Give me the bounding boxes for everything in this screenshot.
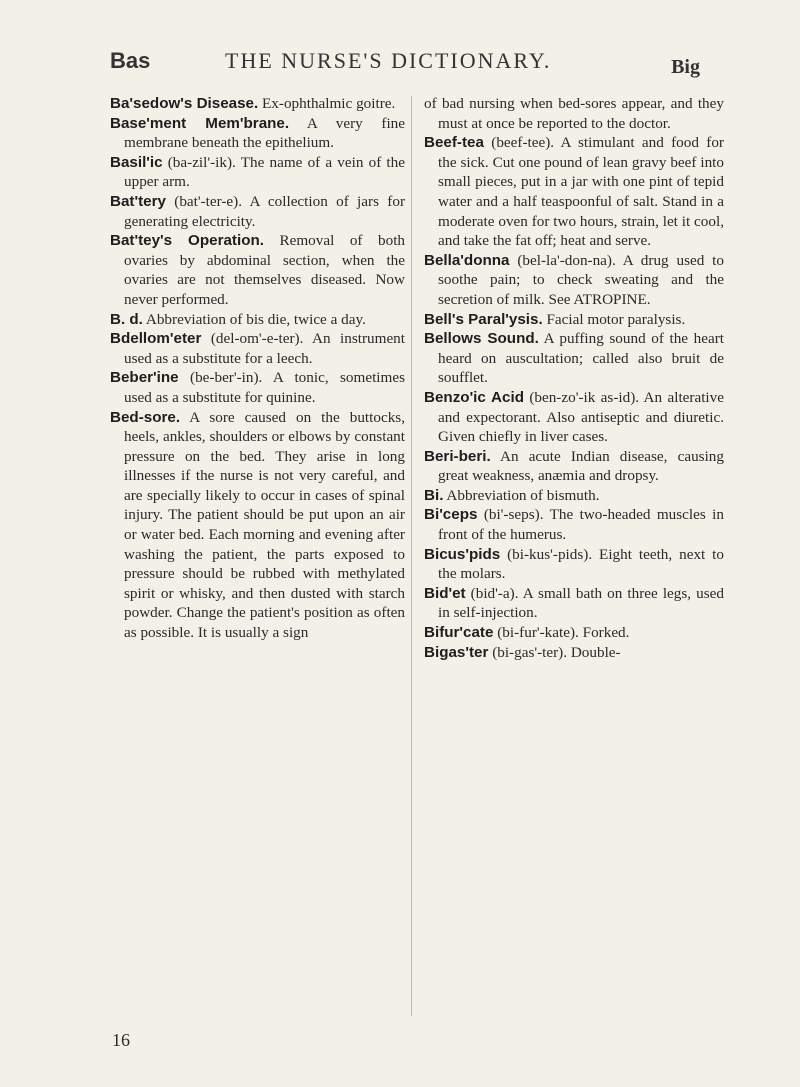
column-divider [411, 96, 412, 1016]
right-column [424, 94, 724, 662]
headword: Bella'donna [424, 251, 510, 269]
definition: (bi-gas'-ter). Double- [488, 643, 621, 661]
definition: (bat'-ter-e). A collection of jars for generating electricity. [124, 192, 405, 230]
dictionary-entry [110, 368, 405, 407]
definition: (del-om'-e-ter). An instrument used as a substitute for a leech. [124, 330, 405, 367]
dictionary-entry [110, 408, 405, 643]
headword: Base'ment Mem'brane. [110, 114, 290, 132]
running-header [110, 48, 700, 88]
dictionary-entry [424, 584, 724, 623]
dictionary-entry [110, 231, 405, 309]
headword: Bifur'cate [424, 624, 494, 642]
dictionary-entry [110, 153, 405, 192]
definition: A very fine membrane beneath the epithelium. [124, 114, 405, 152]
dictionary-entry [424, 643, 724, 663]
definition: (bel-la'-don-na). A drug used to soothe pain; to check sweating and the secretion of milk. See ATROPINE. [438, 251, 724, 308]
definition: Facial motor paralysis. [542, 310, 686, 328]
headword: Benzo'ic Acid [424, 388, 524, 406]
dictionary-entry [110, 94, 405, 114]
headword: Bdellom'eter [110, 330, 202, 348]
headword: Bat'tey's Operation. [110, 232, 264, 250]
definition: (bid'-a). A small bath on three legs, used in self-injection. [438, 584, 724, 622]
header-guide-word-left: Bas [110, 48, 151, 73]
definition: (bi'-seps). The two-headed muscles in front of the humerus. [438, 506, 724, 544]
headword: Bicus'pids [424, 545, 501, 563]
left-column [110, 94, 405, 643]
dictionary-entry [424, 251, 724, 310]
definition: Abbreviation of bis die, twice a day. [142, 310, 366, 328]
definition: (ben-zo'-ik as-id). An alterative and expectorant. Also antiseptic and diuretic. Given chiefly in liver cases. [438, 388, 724, 446]
definition: (ba-zil'-ik). The name of a vein of the upper arm. [124, 153, 405, 191]
dictionary-entry [424, 505, 724, 544]
definition: (be-ber'-in). A tonic, sometimes used as a substitute for quinine. [124, 369, 405, 406]
headword: Bigas'ter [424, 643, 489, 661]
dictionary-entry [110, 329, 405, 368]
dictionary-entry [110, 192, 405, 231]
headword: Bi. [424, 486, 444, 504]
dictionary-entry [424, 329, 724, 388]
headword: Bid'et [424, 584, 466, 602]
definition: of bad nursing when bed-sores appear, and they must at once be reported to the doctor. [424, 95, 724, 132]
definition: An acute Indian disease, causing great weakness, anæmia and dropsy. [438, 447, 724, 485]
headword: Bed-sore. [110, 408, 181, 426]
headword: Basil'ic [110, 153, 163, 171]
headword: Beef-tea [424, 134, 484, 152]
dictionary-entry [110, 114, 405, 153]
headword: Beri-beri. [424, 447, 491, 465]
page-number: 16 [112, 1030, 130, 1050]
dictionary-entry [424, 486, 724, 506]
header-title: THE NURSE'S DICTIONARY. [225, 48, 552, 73]
dictionary-entry [110, 310, 405, 330]
headword: B. d. [110, 310, 143, 328]
dictionary-entry [424, 623, 724, 643]
headword: Bat'tery [110, 192, 166, 210]
definition: A sore caused on the buttocks, heels, ankles, shoulders or elbows by constant pressure on the bed. They arise in long illnesses if the nurse is not very careful, and are specially likely to occur in cases of spinal injury. The patient should be put upon an air or water bed. Each morning and evening after washing the patient, the parts exposed to pressure should be rubbed with methylated spirit or whisky, and then dusted with starch powder. Change the patient's position as often as possible. It is usually a sign [124, 408, 405, 642]
dictionary-entry [424, 545, 724, 584]
definition: A puffing sound of the heart heard on auscultation; called also bruit de soufflet. [438, 330, 724, 387]
definition: (bi-kus'-pids). Eight teeth, next to the molars. [438, 545, 724, 583]
dictionary-entry [424, 388, 724, 447]
definition: Removal of both ovaries by abdominal section, when the ovaries are not themselves diseased. Now never performed. [124, 232, 406, 308]
dictionary-entry [424, 133, 724, 251]
headword: Bi'ceps [424, 506, 478, 524]
headword: Beber'ine [110, 369, 179, 387]
definition: Abbreviation of bismuth. [443, 486, 600, 504]
headword: Bell's Paral'ysis. [424, 310, 543, 328]
definition: Ex-ophthalmic goitre. [258, 95, 396, 112]
definition: (bi-fur'-kate). Forked. [493, 624, 630, 642]
dictionary-entry-continued [424, 94, 724, 133]
definition: (beef-tee). A stimulant and food for the sick. Cut one pound of lean gravy beef into small pieces, put in a jar with one pint of tepid water and a half teaspoonful of salt. Stand in a moderate oven for two hours, strain, let it cool, and take the fat off; heat and serve. [438, 134, 724, 250]
header-guide-word-right: Big [671, 56, 700, 78]
headword: Ba'sedow's Disease. [110, 95, 259, 112]
dictionary-entry [424, 447, 724, 486]
dictionary-entry [424, 310, 724, 330]
headword: Bellows Sound. [424, 330, 539, 348]
